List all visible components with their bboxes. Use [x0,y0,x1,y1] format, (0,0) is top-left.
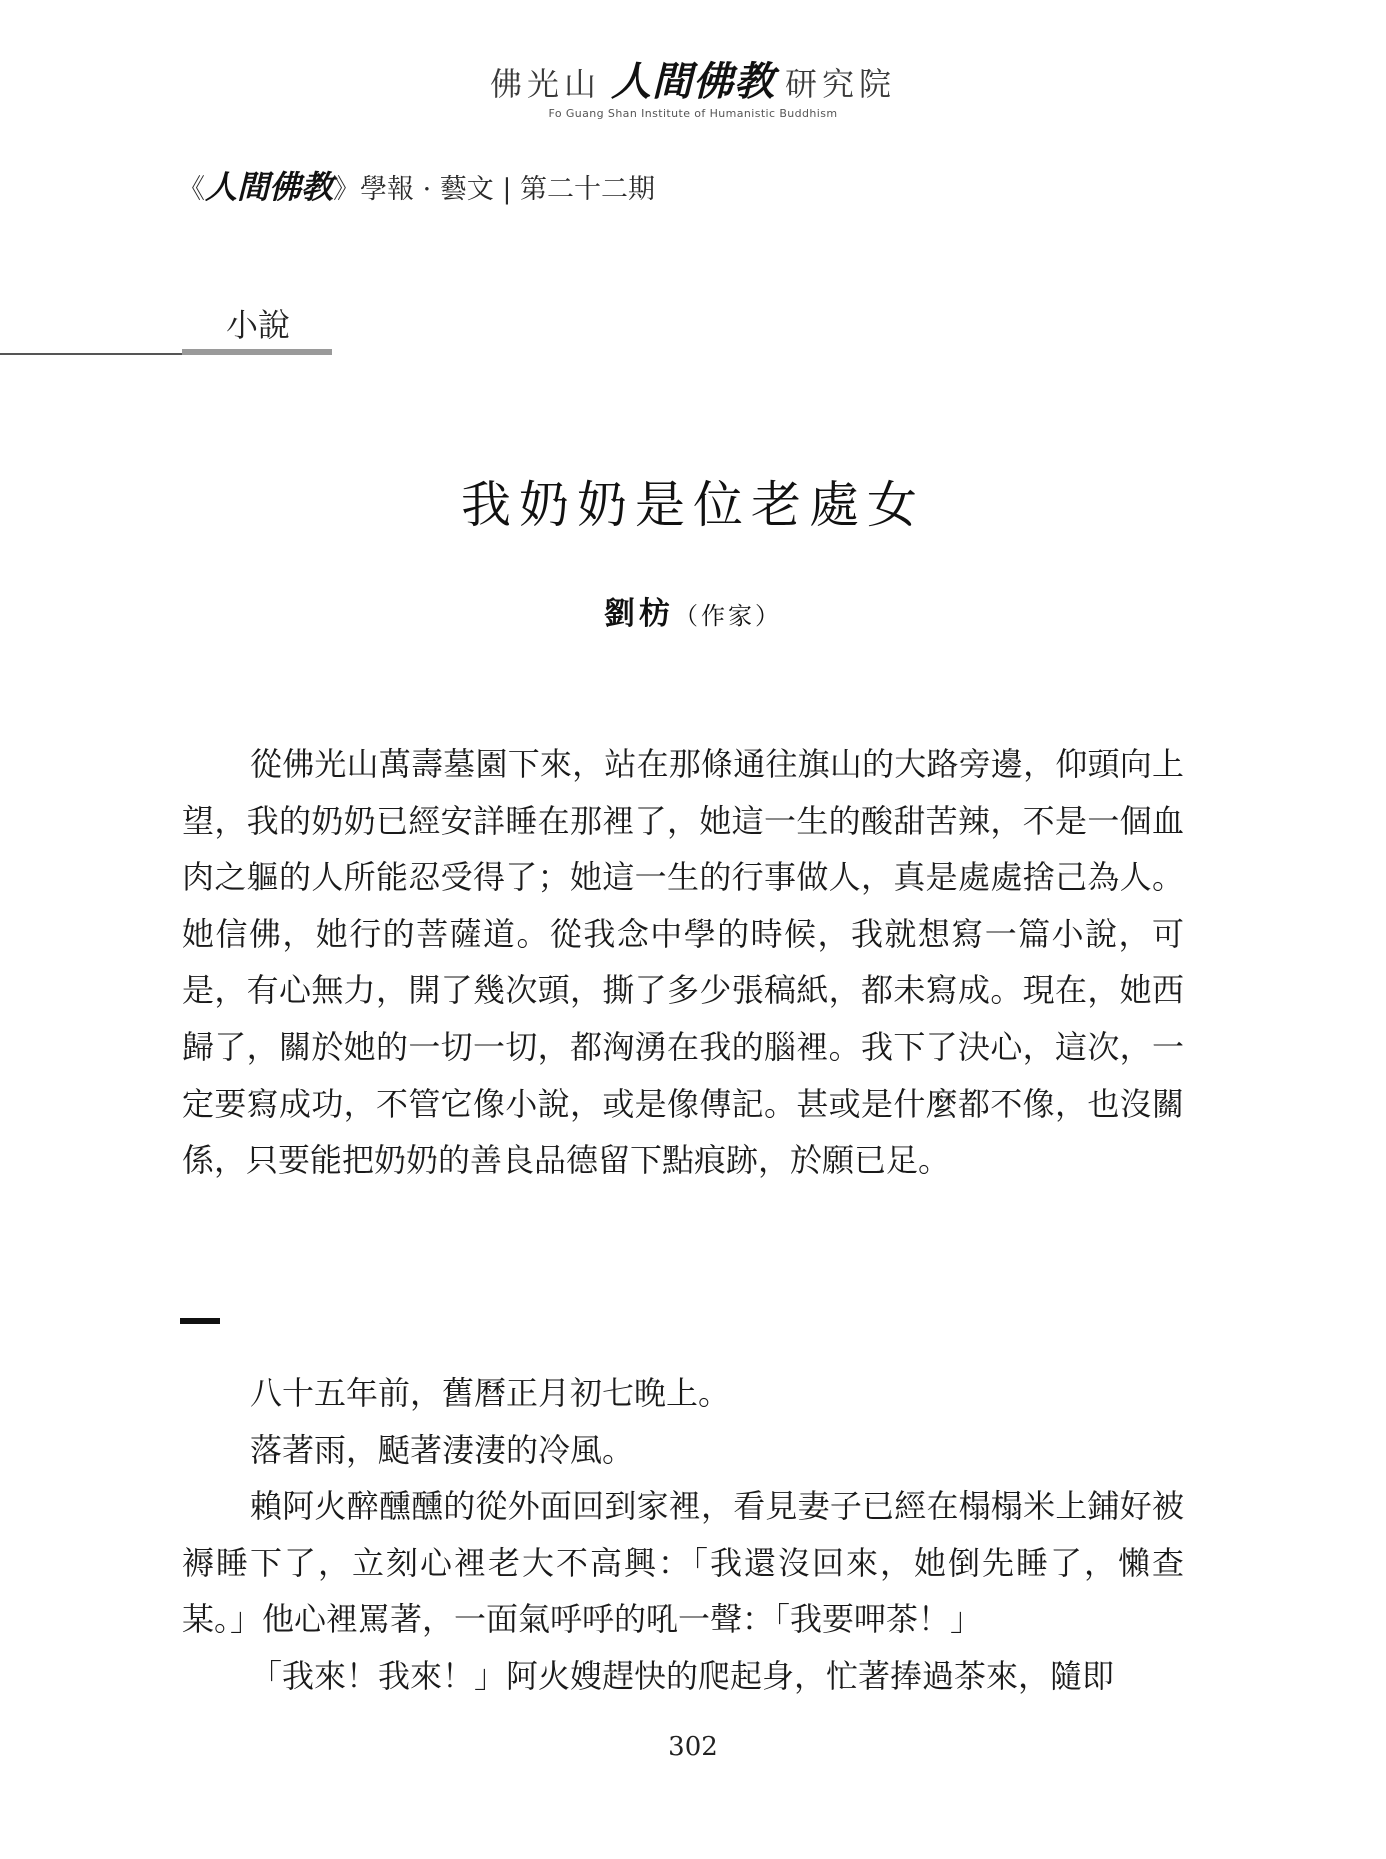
journal-open-bracket: 《 [178,174,205,205]
institute-suffix: 研究院 [785,65,897,103]
journal-running-header [178,162,655,208]
institute-header [0,60,1386,120]
chapter-one-marker [180,1318,220,1324]
institute-prefix: 佛光山 [489,65,601,103]
intro-text [182,736,1184,1189]
body-paragraph: 賴阿火醉醺醺的從外面回到家裡，看見妻子已經在榻榻米上鋪好被褥睡下了，立刻心裡老大不高興：「我還沒回來，她倒先睡了，懶查某。」他心裡罵著，一面氣呼呼的吼一聲：「我要呷茶！」 [182,1487,1184,1639]
institute-english-name: Fo Guang Shan Institute of Humanistic Buddhism [548,107,838,120]
page-number: 302 [668,1732,718,1762]
article-title: 我奶奶是位老處女 [461,476,925,534]
body-paragraph: 八十五年前，舊曆正月初七晚上。 [250,1374,731,1412]
author-role: （作家） [674,602,782,630]
institute-brand-logo: 人間佛教 [611,58,775,105]
part-one-text [182,1365,1184,1705]
journal-issue-info: 》學報 · 藝文 | 第二十二期 [333,174,656,205]
body-paragraph: 落著雨，颳著淒淒的冷風。 [250,1430,635,1469]
institute-name [0,60,1386,106]
intro-paragraph: 從佛光山萬壽墓園下來，站在那條通往旗山的大路旁邊，仰頭向上望，我的奶奶已經安詳睡在那裡了，她這一生的酸甜苦辣，不是一個血肉之軀的人所能忍受得了；她這一生的行事做人，真是處處捨己為人。她信佛，她行的菩薩道。從我念中學的時候，我就想寫一篇小說，可是，有心無力，開了幾次頭，撕了多少張稿紙，都未寫成。現在，她西歸了，關於她的一切一切，都洶湧在我的腦裡。我下了決心，這次，一定要寫成功，不管它像小說，或是像傳記。甚或是什麼都不像，也沒關係，只要能把奶奶的善良品德留下點痕跡，於願已足。 [182,745,1184,1180]
body-paragraph: 「我來！我來！」阿火嫂趕快的爬起身，忙著捧過茶來，隨即 [250,1656,1115,1695]
journal-brand: 人間佛教 [205,168,334,206]
article-byline [0,592,1386,638]
author-name: 劉枋 [604,596,674,632]
section-rule-accent [182,349,332,355]
section-label: 小說 [226,306,291,344]
